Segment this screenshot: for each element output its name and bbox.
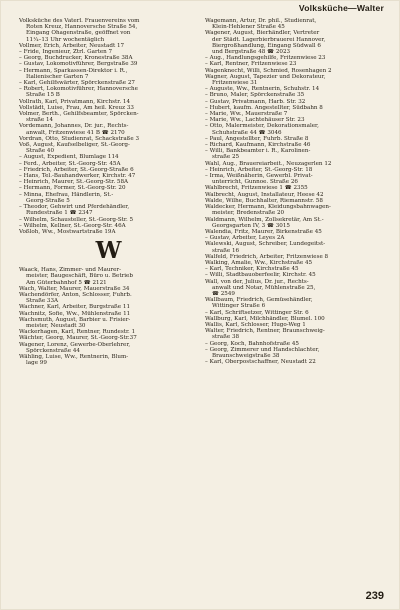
directory-entry-line: – Hermann, Sparkassen-Direktor i. R., (19, 67, 128, 74)
directory-entry-line: Wachner, Karl, Arbeiter, Burgstraße 11 (19, 304, 130, 311)
directory-entry-line: – Willi, Bankbeamter i. R., Karolinen- (205, 148, 311, 155)
directory-entry-line: Wallburg, Karl, Milchhändler, Blumel. 100 (205, 315, 325, 322)
left-entries-w (19, 267, 199, 366)
directory-entry-line: – Paul, Angestellter, Fuhrb. Straße 8 (205, 135, 309, 142)
directory-entry-line: – Georg, Buchdrucker, Kronestraße 38A (19, 55, 133, 62)
directory-entry-line: – August, Expedient, Blumlage 114 (19, 154, 119, 161)
directory-entry-line: Waldmann, Wilhelm, Zollsekretär, Am St.- (205, 216, 324, 223)
directory-entry-line: Walfeld, Friedrich, Arbeiter, Fritzenwiese 8 (205, 253, 329, 260)
directory-entry-line: Vordran, Otto, Studienrat, Schackstraße 3 (19, 135, 140, 142)
directory-entry-line: – Wilhelm, Kellner, St.-Georg-Str. 46A (19, 222, 126, 229)
directory-entry-line: – Auguste, Ww., Rentnerin, Schuhstr. 14 (205, 86, 320, 93)
directory-entry-line: Roten Kreuz, Hannoversche Straße 54, (26, 24, 138, 31)
directory-entry-line: straße 16 (212, 247, 240, 254)
right-entries (205, 18, 385, 365)
directory-entry-line: unterricht, Gunnoe. Straße 26 (212, 179, 298, 186)
directory-entry-line: Waldecker, Hermann, Kleidungsbahnwagen- (205, 204, 331, 211)
directory-entry-line: Rundestraße 1 ☎ 2347 (26, 210, 93, 217)
directory-entry-line: meister, Baugeschäft, Büro u. Betrieb (26, 273, 133, 280)
directory-entry-line: – Heinrich, Arbeiter, St.-Georg-Str. 18 (205, 166, 313, 173)
directory-entry-line: Wachendörfer, Anton, Schlosser, Fuhrb. (19, 291, 132, 298)
directory-entry-line: straße 38 (212, 334, 240, 341)
directory-entry-line: Klein-Hehlener Straße 45 (212, 24, 285, 31)
directory-entry-line: Braunschweigstraße 38 (212, 352, 280, 359)
directory-entry-line: Schuhstraße 44 ☎ 3046 (212, 129, 282, 136)
directory-entry-line: – Heinrich, Maurer, St.-Georg-Str. 58A (19, 179, 129, 186)
directory-entry-line: Italienischer Garten 7 (26, 73, 89, 80)
directory-entry-line: Wahl, Aug., Brauereiarbeit., Neuzagerlen 12 (205, 160, 332, 167)
left-column (19, 18, 199, 598)
directory-entry-line: – Ferd., Arbeiter, St.-Georg-Str. 45A (19, 160, 121, 167)
directory-entry-line: Walbrecht, August, Installateur, Heese 42 (205, 191, 324, 198)
directory-entry-line: Fritzenwiese 31 (212, 80, 258, 87)
directory-entry-line: Biergroßhandlung, Eingang Südwall 6 (212, 42, 321, 49)
directory-entry-line: Vollrath, Karl, Privatmann, Kirchstr. 14 (19, 98, 131, 105)
directory-entry-line: und Bergstraße 48 ☎ 2023 (212, 49, 291, 56)
directory-entry-line: Wahlbrecht, Fritzenwiese 1 ☎ 2355 (205, 185, 308, 192)
directory-entry-line: Walendia, Fritz, Maurer, Birkenstraße 45 (205, 228, 322, 235)
directory-entry-line: Volmer, Berth., Gehilfsbeamter, Spörcken- (19, 111, 139, 118)
directory-entry-line: Wagemann, Artur, Dr. phil., Studienrat, (205, 18, 317, 24)
directory-entry-line: – Richard, Kaufmann, Kirchstraße 46 (205, 142, 311, 149)
directory-entry-line: – Willi, Stadtbauoberfeelir, Kirchstr. 45 (205, 272, 316, 279)
directory-entry-line: – Theodor, Gehwirt und Pferdehändler, (19, 204, 130, 211)
directory-entry-line: Wittinger Straße 6 (212, 303, 266, 310)
directory-entry-line: – Hubert, kaufm. Angestellter, Südbahn 8 (205, 104, 323, 111)
directory-entry-line: Wagener, August, Bierhändler, Vertreter (205, 30, 320, 37)
directory-entry-line: – Georg, Zimmerer und Handschlachter, (205, 346, 320, 353)
directory-entry-line: Am Güterbahnhof 5 ☎ 2121 (26, 279, 107, 286)
directory-entry-line: anwalt und Notar, Mühlenstraße 25, (212, 284, 316, 291)
directory-entry-line: 11¼–13 Uhr wochentäglich (26, 36, 105, 43)
directory-entry-line: Georg-Straße 5 (26, 197, 70, 204)
directory-entry-line: ☎ 2549 (212, 290, 235, 297)
right-column (205, 18, 385, 584)
directory-entry-line: Vordemann, Johannes, Dr. jur., Rechts- (19, 123, 129, 130)
directory-entry-line: Straße 15 B (26, 92, 60, 99)
directory-entry-line: Waack, Hans, Zimmer- und Maurer- (19, 267, 121, 274)
directory-entry-line: – Gustav, Privatmann, Harb. Str. 32 (205, 98, 306, 105)
directory-entry-line: Wagener, Lorenz, Gewerbe-Oberlehrer, (19, 341, 131, 348)
directory-entry-line: – Marie, Ww., Lachtehäuser Str. 23 (205, 117, 305, 124)
directory-entry-line: Vollmer, Erich, Arbeiter, Neustadt 17 (19, 42, 125, 49)
directory-entry-line: – Aug., Handlungsgehilfe, Fritzenwiese 23 (205, 55, 326, 62)
directory-entry-line: – Gustav, Lokomotivführer, Bergstraße 39 (19, 61, 138, 68)
directory-entry-line: Wächter, Georg, Maurer, St.-Georg-Str.37 (19, 335, 137, 342)
directory-entry-line: Wagner, August, Tapezier und Dekorateur, (205, 73, 326, 80)
running-head (18, 3, 384, 17)
directory-entry-line: Wach, Walter, Maurer, Mauerstraße 34 (19, 285, 130, 292)
directory-entry-line: – Karl, Schriftsetzer, Wittinger Str. 6 (205, 309, 309, 316)
directory-entry-line: – Karl, Rentner, Fritzenwiese 23 (205, 61, 297, 68)
directory-entry-line: Straße 33A (26, 298, 59, 305)
directory-entry-line: Voßloh, Ww., Mostwartstraße 19A (19, 228, 116, 235)
directory-entry-line: Wachnitz, Sofie, Ww., Mühlenstraße 11 (19, 310, 131, 317)
directory-entry-line: Straße 40 (26, 148, 55, 155)
directory-entry-line: – Marie, Ww., Mauerstraße 7 (205, 111, 288, 118)
directory-entry-line: Walde, Wilhe, Buchhalter, Riemannstr. 58 (205, 197, 323, 204)
page-number: 239 (365, 590, 384, 602)
directory-entry-line: Wähling, Luise, Ww., Rentnerin, Blum- (19, 353, 129, 360)
directory-entry-line: Wagenknecht, Willi, Schmied, Rosenhagen 2 (205, 67, 332, 74)
directory-entry-line: Georgsgarten IV, 3 ☎ 3015 (212, 222, 290, 229)
directory-entry-line: – Karl, Gehilfswärter, Spörckenstraße 27 (19, 80, 135, 87)
directory-entry-line: lage 99 (26, 360, 47, 367)
directory-entry-line: – Otto, Malermeister, Dekorationsmaler, (205, 123, 319, 130)
directory-entry-line: – Hermann, Former, St.-Georg-Str. 20 (19, 185, 126, 192)
directory-entry-line: Wallis, Karl, Schlosser, Hugo-Weg 1 (205, 321, 306, 328)
directory-entry-line: – Karl, Oberpostschaffner, Neustadt 22 (205, 359, 316, 366)
directory-entry-line: Vollstädt, Luise, Frau, Am heil. Kreuz 33 (19, 104, 134, 111)
directory-entry-line: Voß, August, Kaufselbeliger, St.-Georg- (19, 142, 130, 149)
directory-entry-line: Wallbaum, Friedrich, Gemüsehändler, (205, 297, 313, 304)
directory-entry-line: Eingang Ohagenstraße, geöffnet von (26, 30, 131, 37)
directory-entry-line: – Bruno, Maler, Spörckenstraße 35 (205, 92, 305, 99)
directory-entry-line: Walter, Friedrich, Rentner, Braunschweig- (205, 328, 325, 335)
header-title: Volksküche—Walter (298, 3, 384, 13)
directory-entry-line: – Robert, Lokomotivführer, Hannoversche (19, 86, 138, 93)
directory-entry-line: straße 25 (212, 154, 240, 161)
directory-entry-line: – Irma, Weißnäherin, Gewerbl. Privat- (205, 173, 313, 180)
directory-entry-line: – Fride, Ingenieur, Ztrl. Garten 7 (19, 49, 113, 56)
left-entries-v (19, 18, 199, 235)
directory-entry-line: – Minna, Ehefrau, Händlerin, St.- (19, 191, 114, 198)
directory-entry-line: Wachsmuth, August, Barbier u. Frisier- (19, 316, 131, 323)
directory-entry-line: meister, Bredenstraße 20 (212, 210, 285, 217)
directory-entry-line: anwalt, Fritzenwiese 41 B ☎ 2170 (26, 129, 125, 136)
directory-entry-line: – Friedrich, Arbeiter, St.-Georg-Straße 6 (19, 166, 134, 173)
directory-entry-line: Walking, Amalie, Ww., Kirchstraße 45 (205, 259, 313, 266)
directory-entry-line: – Hans, Tel.-Bauhandwerker, Kirchstr. 47 (19, 173, 136, 180)
directory-entry-line: – Wilhelm, Schausteller, St.-Georg-Str. 5 (19, 216, 134, 223)
directory-entry-line: Spörckenstraße 44 (26, 347, 80, 354)
directory-entry-line: straße 14 (26, 117, 54, 124)
directory-entry-line: – Georg, Koch, Bahnhofstraße 45 (205, 340, 299, 347)
directory-entry-line: – Karl, Techniker, Kirchstraße 45 (205, 266, 299, 273)
directory-entry-line: – Gustav, Arbeiter, Leyes 2A (205, 235, 285, 242)
directory-entry-line: Volksküche des Vaterl. Frauenvereins vom (19, 18, 140, 24)
directory-entry-line: Walewski, August, Schreiber, Lundegeitst- (205, 241, 326, 248)
directory-entry-line: Wackerhagen, Karl, Rentner, Rundestr. 1 (19, 329, 136, 336)
directory-entry-line: der Städt. Lagerbierbrauerei Hannover, (212, 36, 326, 43)
directory-entry-line: Wall, von der, Julius, Dr. jur., Rechts- (205, 278, 309, 285)
section-letter: W (95, 237, 123, 265)
directory-entry-line: meister, Neustadt 30 (26, 322, 86, 329)
